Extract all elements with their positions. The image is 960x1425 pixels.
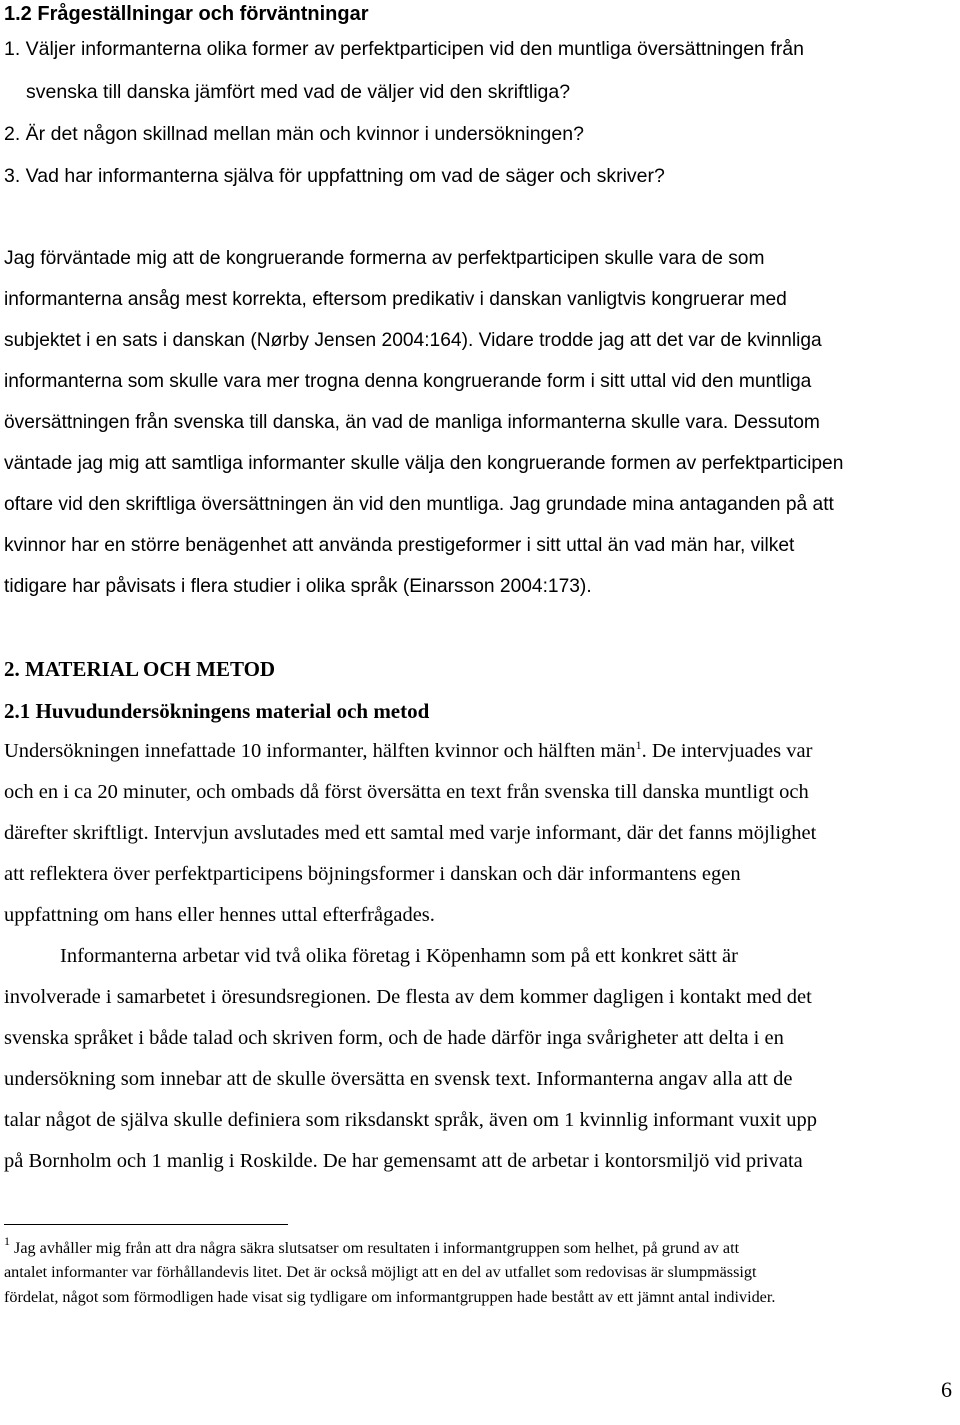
- paragraph-line: [4, 738, 812, 764]
- footnote-separator: [4, 1224, 288, 1225]
- paragraph-line: och en i ca 20 minuter, och ombads då först översätta en text från svenska till danska muntligt och: [4, 781, 809, 803]
- paragraph-text: Undersökningen innefattade 10 informanter, hälften kvinnor och hälften män: [4, 740, 636, 762]
- paragraph-line: oftare vid den skriftliga översättningen än vid den muntliga. Jag grundade mina antaganden på att: [4, 494, 834, 515]
- paragraph-line: översättningen från svenska till danska, än vad de manliga informanterna skulle vara. Dessutom: [4, 412, 820, 433]
- paragraph-line: informanterna som skulle vara mer trogna denna kongruerande form i sitt uttal vid den muntliga: [4, 371, 812, 392]
- paragraph-line: Informanterna arbetar vid två olika företag i Köpenhamn som på ett konkret sätt är: [60, 945, 738, 967]
- section-heading-2-1: 2.1 Huvudundersökningens material och metod: [4, 699, 430, 723]
- paragraph-line: subjektet i en sats i danskan (Nørby Jensen 2004:164). Vidare trodde jag att det var de kvinnliga: [4, 330, 822, 351]
- footnote-reference: 1: [635, 738, 642, 752]
- question-1-line-2: svenska till danska jämfört med vad de väljer vid den skriftliga?: [26, 81, 571, 103]
- footnote-line: [4, 1234, 740, 1258]
- paragraph-line: väntade jag mig att samtliga informanter skulle välja den kongruerande formen av perfektparticipen: [4, 453, 844, 474]
- paragraph-line: uppfattning om hans eller hennes uttal efterfrågades.: [4, 904, 435, 926]
- paragraph-line: på Bornholm och 1 manlig i Roskilde. De har gemensamt att de arbetar i kontorsmiljö vid privata: [4, 1150, 803, 1172]
- paragraph-line: undersökning som innebar att de skulle översätta en svensk text. Informanterna angav alla att de: [4, 1068, 793, 1090]
- paragraph-line: Jag förväntade mig att de kongruerande formerna av perfektparticipen skulle vara de som: [4, 248, 765, 269]
- question-1-line-1: 1. Väljer informanterna olika former av perfektparticipen vid den muntliga översättningen från: [4, 38, 804, 60]
- paragraph-text: . De intervjuades var: [641, 740, 813, 762]
- paragraph-line: svenska språket i både talad och skriven form, och de hade därför inga svårigheter att delta i en: [4, 1027, 784, 1049]
- question-3: 3. Vad har informanterna själva för uppfattning om vad de säger och skriver?: [4, 165, 665, 187]
- footnote-line: fördelat, något som förmodligen hade visat sig tydligare om informantgruppen hade bestått av ett jämnt antal individer.: [4, 1288, 776, 1306]
- paragraph-line: informanterna ansåg mest korrekta, eftersom predikativ i danskan vanligtvis kongruerar med: [4, 289, 787, 310]
- section-heading-2: 2. MATERIAL OCH METOD: [4, 657, 276, 681]
- paragraph-line: talar något de själva skulle definiera som riksdanskt språk, även om 1 kvinnlig informant vuxit upp: [4, 1109, 817, 1131]
- paragraph-line: involverade i samarbetet i öresundsregionen. De flesta av dem kommer dagligen i kontakt med det: [4, 986, 812, 1008]
- section-heading-1-2: 1.2 Frågeställningar och förväntningar: [4, 3, 369, 25]
- paragraph-line: att reflektera över perfektparticipens böjningsformer i danskan och där informantens egen: [4, 863, 741, 885]
- footnote-text: Jag avhåller mig från att dra några säkra slutsatser om resultaten i informantgruppen som helhet, på grund av att: [10, 1239, 740, 1257]
- paragraph-line: kvinnor har en större benägenhet att använda prestigeformer i sitt uttal än vad män har, vilket: [4, 535, 795, 556]
- paragraph-line: därefter skriftligt. Intervjun avslutades med ett samtal med varje informant, där det fanns möjlighet: [4, 822, 817, 844]
- page-number: 6: [941, 1377, 952, 1402]
- question-2: 2. Är det någon skillnad mellan män och kvinnor i undersökningen?: [4, 123, 584, 145]
- paragraph-line: tidigare har påvisats i flera studier i olika språk (Einarsson 2004:173).: [4, 576, 592, 597]
- footnote-line: antalet informanter var förhållandevis litet. Det är också möjligt att en del av utfallet som redovisas är slumpmässigt: [4, 1263, 757, 1281]
- footnote-number: 1: [4, 1234, 10, 1248]
